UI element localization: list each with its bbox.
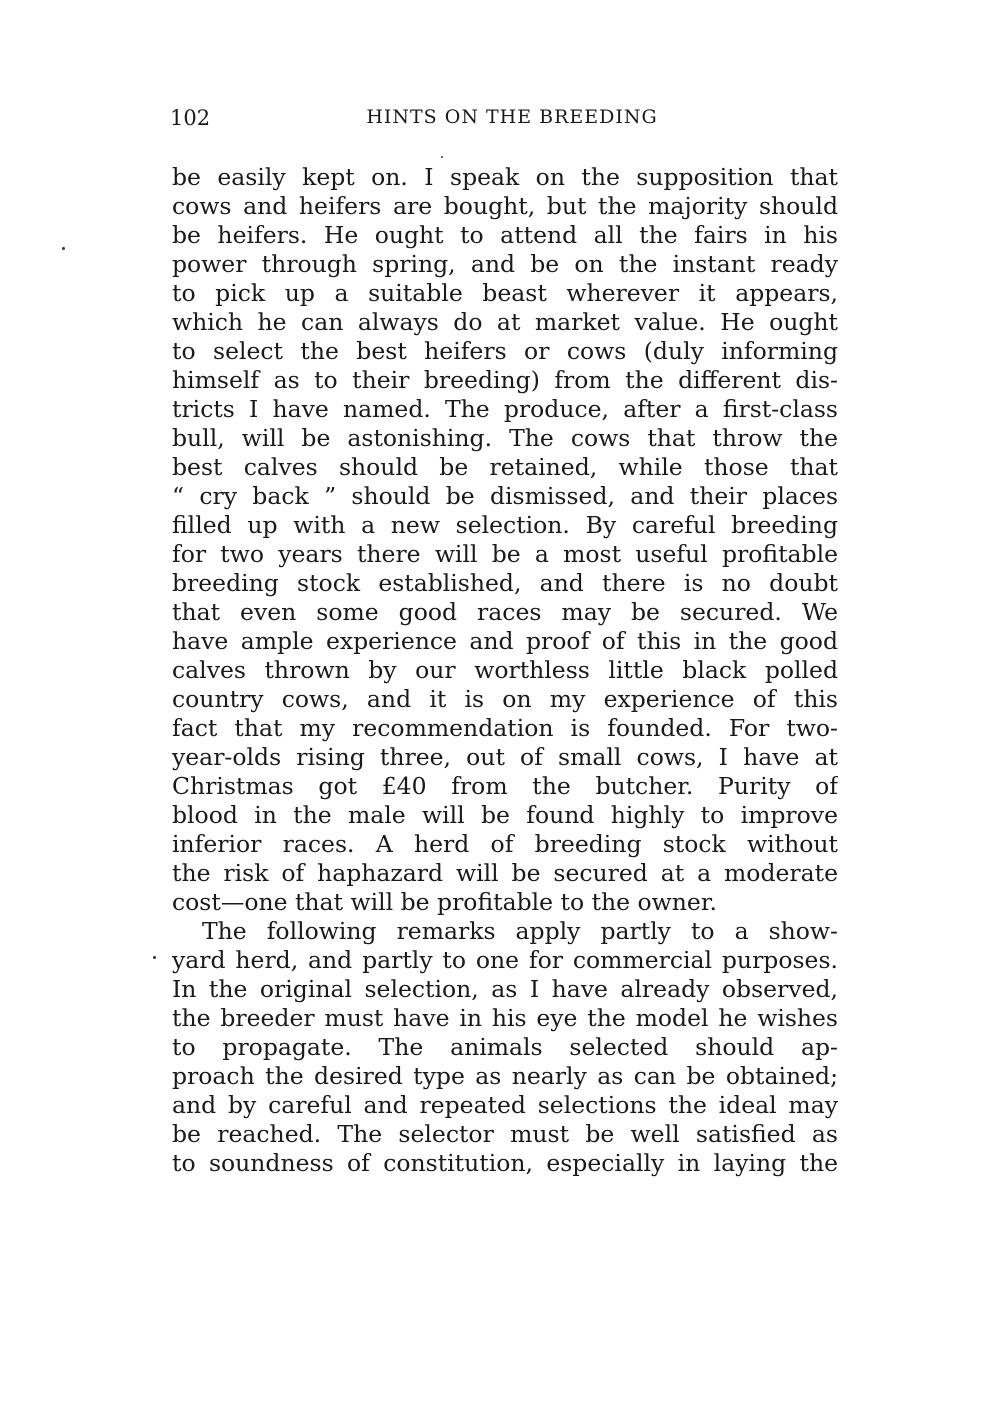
page-number: 102 bbox=[170, 106, 211, 130]
text-line: country cows, and it is on my experience of this bbox=[172, 685, 838, 713]
text-line: filled up with a new selection. By careful breeding bbox=[172, 511, 838, 539]
text-line: best calves should be retained, while those that bbox=[172, 453, 838, 481]
text-line: to propagate. The animals selected should ap- bbox=[172, 1033, 838, 1061]
text-line: the breeder must have in his eye the model he wishes bbox=[172, 1004, 838, 1032]
text-line: tricts I have named. The produce, after a first-class bbox=[172, 395, 838, 423]
text-line: cost—one that will be profitable to the owner. bbox=[172, 888, 717, 916]
text-line: which he can always do at market value. He ought bbox=[172, 308, 838, 336]
text-line: himself as to their breeding) from the different dis- bbox=[172, 366, 838, 394]
text-line: year-olds rising three, out of small cows, I have at bbox=[172, 743, 838, 771]
body-text bbox=[172, 163, 838, 1178]
text-line: inferior races. A herd of breeding stock without bbox=[172, 830, 838, 858]
text-line: for two years there will be a most useful profitable bbox=[172, 540, 838, 568]
text-line: to pick up a suitable beast wherever it appears, bbox=[172, 279, 838, 307]
text-line: fact that my recommendation is founded. For two- bbox=[172, 714, 838, 742]
running-title: HINTS ON THE BREEDING bbox=[366, 106, 658, 128]
print-speck bbox=[441, 156, 443, 158]
text-line: The following remarks apply partly to a show- bbox=[202, 917, 838, 945]
text-line: that even some good races may be secured. We bbox=[172, 598, 838, 626]
text-line: to select the best heifers or cows (duly informing bbox=[172, 337, 838, 365]
text-line: and by careful and repeated selections the ideal may bbox=[172, 1091, 838, 1119]
text-line: “ cry back ” should be dismissed, and their places bbox=[172, 482, 838, 510]
paragraph bbox=[172, 917, 838, 1178]
text-line: In the original selection, as I have already observed, bbox=[172, 975, 838, 1003]
text-line: be reached. The selector must be well satisfied as bbox=[172, 1120, 838, 1148]
text-line: the risk of haphazard will be secured at a moderate bbox=[172, 859, 838, 887]
text-line: yard herd, and partly to one for commercial purposes. bbox=[172, 946, 838, 974]
paragraph bbox=[172, 163, 838, 917]
text-line: bull, will be astonishing. The cows that throw the bbox=[172, 424, 838, 452]
text-line: be easily kept on. I speak on the supposition that bbox=[172, 163, 838, 191]
text-line: have ample experience and proof of this in the good bbox=[172, 627, 838, 655]
running-head bbox=[170, 106, 840, 136]
text-line: power through spring, and be on the instant ready bbox=[172, 250, 838, 278]
text-line: breeding stock established, and there is no doubt bbox=[172, 569, 838, 597]
text-line: to soundness of constitution, especially in laying the bbox=[172, 1149, 838, 1177]
text-line: proach the desired type as nearly as can be obtained; bbox=[172, 1062, 838, 1090]
print-speck bbox=[62, 247, 65, 250]
text-line: blood in the male will be found highly to improve bbox=[172, 801, 838, 829]
text-line: Christmas got £40 from the butcher. Purity of bbox=[172, 772, 838, 800]
print-speck bbox=[153, 956, 156, 959]
text-line: cows and heifers are bought, but the majority should bbox=[172, 192, 838, 220]
text-line: calves thrown by our worthless little black polled bbox=[172, 656, 838, 684]
text-line: be heifers. He ought to attend all the fairs in his bbox=[172, 221, 838, 249]
